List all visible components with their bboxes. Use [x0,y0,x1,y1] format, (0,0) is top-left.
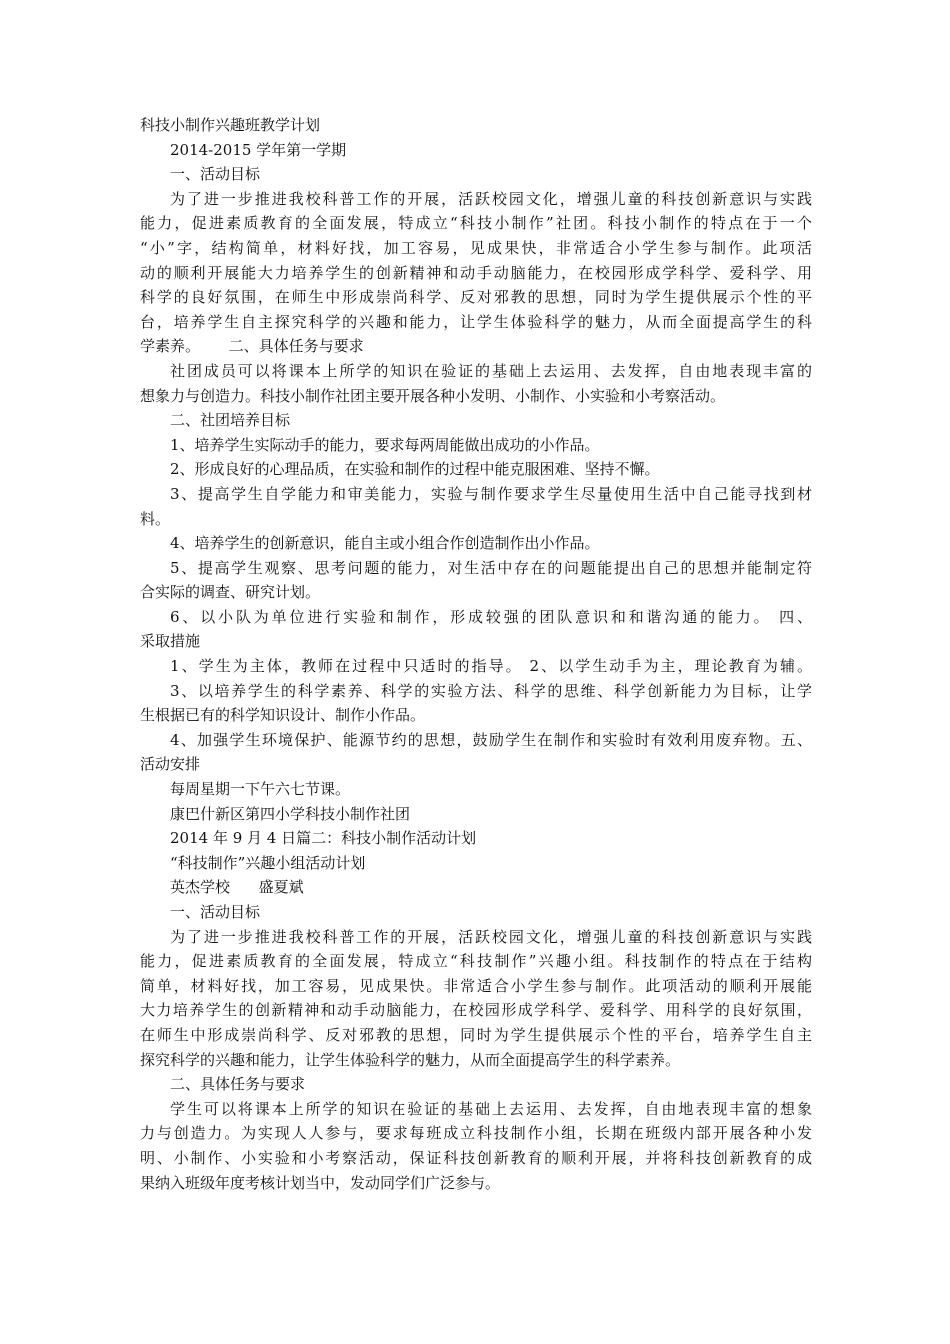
text-line: 科技小制作兴趣班教学计划 [140,116,321,134]
text-line: 1、学生为主体，教师在过程中只适时的指导。 2、以学生动手为主，理论教育为辅。 [170,657,812,676]
text-line: 5、提高学生观察、思考问题的能力，对生活中存在的问题能提出自己的思想并能制定符 [170,558,812,577]
text-line: 活动安排 [140,755,201,774]
text-line: 4、加强学生环境保护、能源节约的思想，鼓励学生在制作和实验时有效利用废弃物。五、 [170,730,812,749]
text-line: 学素养。 二、具体任务与要求 [140,337,364,356]
text-line: 探究科学的兴趣和能力，让学生体验科学的魅力，从而全面提高学生的科学素养。 [140,1050,681,1069]
text-line: 英杰学校 盛夏斌 [170,878,304,897]
text-line: “小”字，结构简单，材料好找，加工容易，见成果快，非常适合小学生参与制作。此项活 [140,238,812,257]
text-line: 3、以培养学生的科学素养、科学的实验方法、科学的思维、科学创新能力为目标，让学 [170,681,812,700]
text-line: 料。 [140,509,171,528]
text-line: 康巴什新区第四小学科技小制作社团 [170,804,411,823]
document-body [140,113,812,1195]
text-line: 果纳入班级年度考核计划当中，发动同学们广泛参与。 [140,1173,501,1192]
text-line: 明、小制作、小实验和小考察活动，保证科技创新教育的顺利开展，并将科技创新教育的成 [140,1148,812,1167]
text-line: 1、培养学生实际动手的能力，要求每两周能做出成功的小作品。 [170,435,600,454]
text-line: 大力培养学生的创新精神和动手动脑能力，在校园形成学科学、爱科学、用科学的良好氛围， [140,1001,812,1020]
text-line: “科技制作”兴趣小组活动计划 [170,853,366,872]
text-line: 6、以小队为单位进行实验和制作，形成较强的团队意识和和谐沟通的能力。 四、 [170,607,812,626]
text-line: 为了进一步推进我校科普工作的开展，活跃校园文化，增强儿童的科技创新意识与实践 [170,927,812,946]
text-line: 2、形成良好的心理品质，在实验和制作的过程中能克服困难、坚持不懈。 [170,460,660,479]
text-line: 动的顺利开展能大力培养学生的创新精神和动手动脑能力，在校园形成学科学、爱科学、用 [140,263,812,282]
text-line: 想象力与创造力。科技小制作社团主要开展各种小发明、小制作、小实验和小考察活动。 [140,386,726,405]
text-line: 一、活动目标 [170,165,261,184]
text-line: 能力，促进素质教育的全面发展，特成立“科技小制作”社团。科技小制作的特点在于一个 [140,214,812,233]
text-line: 采取措施 [140,632,201,651]
text-line: 一、活动目标 [170,903,261,921]
text-line: 科学的良好氛围，在师生中形成崇尚科学、反对邪教的思想，同时为学生提供展示个性的平 [140,288,812,307]
text-line: 合实际的调查、研究计划。 [140,583,321,602]
text-line: 4、培养学生的创新意识，能自主或小组合作创造制作出小作品。 [170,534,600,553]
text-line: 力与创造力。为实现人人参与，要求每班成立科技制作小组，长期在班级内部开展各种小发 [140,1124,812,1143]
text-line: 二、社团培养目标 [170,411,291,430]
text-line: 3、提高学生自学能力和审美能力，实验与制作要求学生尽量使用生活中自己能寻找到材 [170,484,812,503]
text-line: 生根据已有的科学知识设计、制作小作品。 [140,706,426,725]
text-line: 简单，材料好找，加工容易，见成果快。非常适合小学生参与制作。此项活动的顺利开展能 [140,976,812,995]
text-line: 2014 年 9 月 4 日篇二：科技小制作活动计划 [170,829,477,848]
text-line: 学生可以将课本上所学的知识在验证的基础上去运用、去发挥，自由地表现丰富的想象 [170,1099,812,1118]
text-line: 社团成员可以将课本上所学的知识在验证的基础上去运用、去发挥，自由地表现丰富的 [170,361,812,380]
text-line: 能力，促进素质教育的全面发展，特成立“科技制作”兴趣小组。科技制作的特点在于结构 [140,952,812,971]
text-line: 每周星期一下午六七节课。 [170,780,351,799]
text-line: 为了进一步推进我校科普工作的开展，活跃校园文化，增强儿童的科技创新意识与实践 [170,189,812,208]
text-line: 2014-2015 学年第一学期 [170,140,347,159]
text-line: 二、具体任务与要求 [170,1075,306,1094]
text-line: 在师生中形成崇尚科学、反对邪教的思想，同时为学生提供展示个性的平台，培养学生自主 [140,1025,812,1044]
text-line: 台，培养学生自主探究科学的兴趣和能力，让学生体验科学的魅力，从而全面提高学生的科 [140,312,812,331]
